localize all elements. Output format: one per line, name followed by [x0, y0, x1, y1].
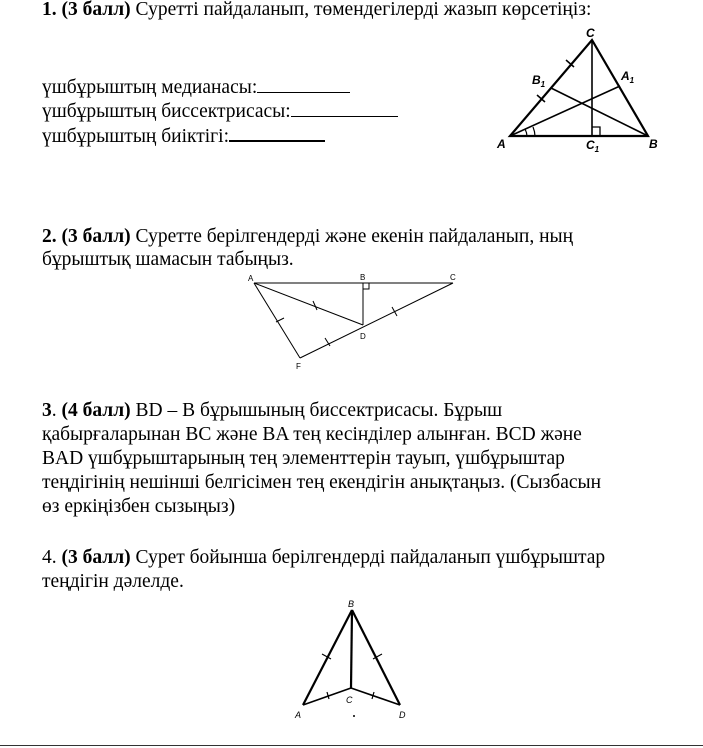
q1-label-A1: $A_1$ [621, 69, 635, 85]
q1-median-label: үшбұрыштың медианасы: [42, 77, 258, 98]
q2-label-A: A [248, 274, 254, 283]
q1-bisector-blank[interactable] [291, 100, 398, 117]
q1-median-line [551, 88, 648, 136]
q1-label-B1: $B_1$ [532, 73, 546, 89]
q4-segment-BC [351, 610, 352, 688]
q1-tick-mark-2 [537, 95, 545, 102]
q2-text-line-1: Суретте берілгендерді және екенін пайдаланып, ның [130, 226, 574, 247]
q3-text-line-1: BD – B бұрышының биссектрисасы. Бұрыш [130, 400, 503, 421]
q4-segment-CD [351, 688, 400, 705]
q1-median-row [42, 76, 350, 100]
q1-triangle [510, 40, 648, 136]
q3-text-line-3: BAD үшбұрыштарының тең элементтерін тауып, үшбұрыштар [42, 448, 565, 469]
q2-text-line-2: бұрыштық шамасын табыңыз. [42, 249, 294, 270]
q3-points: (4 балл) [61, 400, 131, 421]
q4-tick-AC [327, 692, 329, 699]
q3-text-line-4: теңдігінің нешінші белгісімен тең екендігін анықтаңыз. (Сызбасын [42, 472, 602, 493]
q1-bisector-label: үшбұрыштың биссектрисасы: [42, 101, 291, 122]
q2-heading [42, 225, 573, 249]
q2-number: 2. [42, 226, 62, 247]
q4-points: (3 балл) [61, 547, 131, 568]
q4-heading [42, 546, 605, 570]
q1-heading [42, 0, 591, 22]
q4-segment-AC [303, 688, 351, 705]
q4-text-line-2: теңдігін дәлелде. [42, 571, 184, 592]
q2-tick-AD [313, 301, 317, 310]
q2-tick-AF [276, 318, 284, 322]
q1-altitude-row [42, 124, 325, 149]
q4-label-C: C [346, 695, 353, 705]
q1-altitude-label: үшбұрыштың биіктігі: [42, 126, 230, 147]
q2-label-B: B [360, 273, 366, 282]
q4-label-D: D [399, 710, 406, 720]
q1-label-A: A [497, 137, 506, 151]
q4-number: 4. [42, 547, 62, 568]
q1-number: 1. [42, 0, 62, 20]
q1-text: Суретті пайдаланып, төмендегілерді жазып көрсетіңіз: [130, 0, 592, 20]
q2-segment-AD [254, 283, 363, 325]
q2-right-angle-mark [363, 283, 369, 289]
q1-label-B: B [649, 137, 658, 151]
q2-tick-DF [325, 338, 330, 346]
q2-tick-CD [392, 307, 397, 316]
q4-tick-CD [372, 692, 374, 699]
q1-bisector-line [510, 86, 620, 136]
q4-segment-BA [303, 610, 352, 705]
q1-right-angle-mark [592, 127, 600, 136]
q3-text-line-2: қабырғаларынан BC және BA тең кесінділер алынған. BCD және [42, 424, 582, 445]
q1-angle-arc-2 [533, 127, 535, 136]
q4-label-B: B [348, 599, 355, 609]
q1-label-C1: $C_1$ [586, 138, 600, 154]
q2-points: (3 балл) [61, 226, 131, 247]
q1-label-C: C [586, 26, 595, 40]
q4-tick-BA [322, 654, 331, 659]
q1-altitude-blank[interactable] [229, 124, 325, 142]
q4-stray-dot [353, 715, 355, 717]
q3-number: 3 [42, 400, 52, 421]
q2-label-C: C [450, 273, 456, 282]
q2-label-D: D [360, 332, 366, 341]
q2-segment-AF [254, 283, 300, 358]
q4-label-A: A [295, 710, 302, 720]
q1-median-blank[interactable] [257, 76, 350, 93]
q4-tick-BD [373, 654, 382, 659]
q4-segment-BD [352, 610, 400, 705]
q1-angle-arc-1 [525, 129, 527, 136]
q1-bisector-row [42, 100, 398, 124]
q4-text-line-1: Сурет бойынша берілгендерді пайдаланып үшбұрыштар [130, 547, 606, 568]
bottom-rule [0, 745, 703, 746]
q1-tick-mark-1 [566, 60, 574, 67]
q3-text-line-5: өз еркіңізбен сызыңыз) [42, 496, 236, 517]
q3-separator: . [51, 400, 62, 421]
q1-points: (3 балл) [61, 0, 131, 20]
q2-label-F: F [296, 362, 301, 371]
q2-segment-CF [300, 283, 453, 358]
q3-heading [42, 399, 502, 423]
